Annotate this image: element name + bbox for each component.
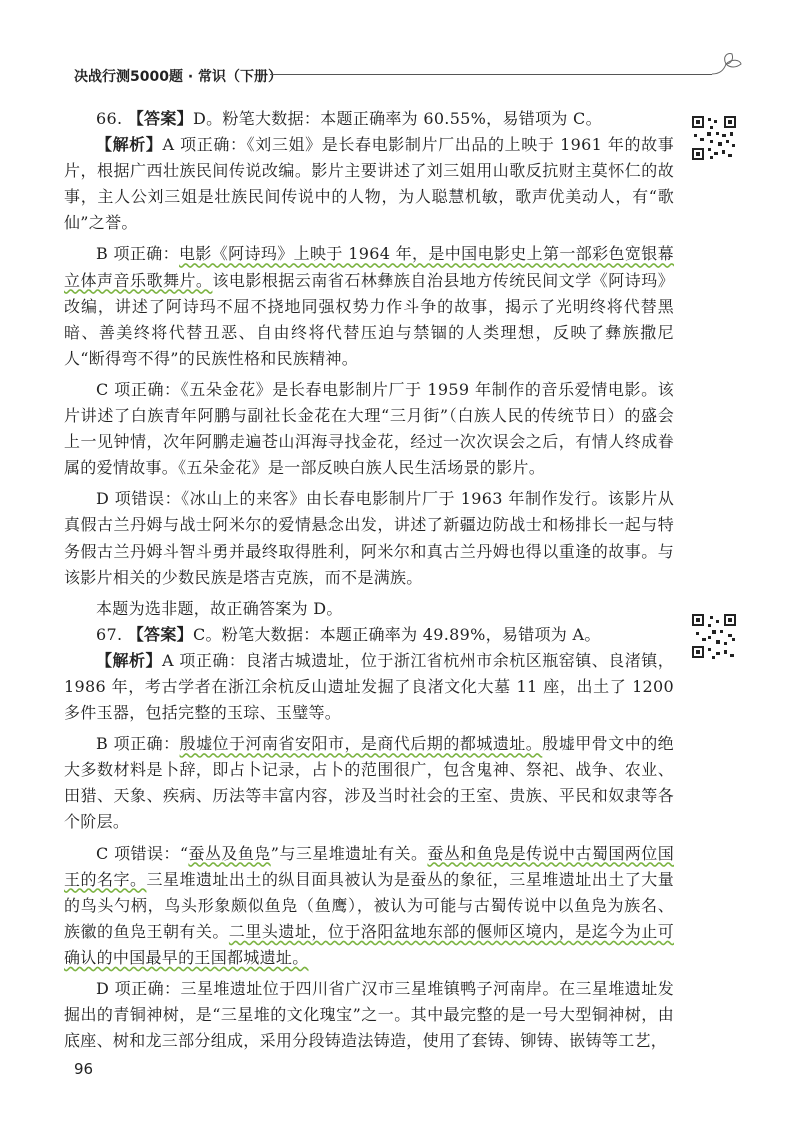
qr-code-icon xyxy=(690,612,738,660)
qr-code-icon xyxy=(690,114,738,162)
header-divider xyxy=(270,74,712,75)
explanation-66-d: D 项错误：《冰山上的来客》由长春电影制片厂于 1963 年制作发行。该影片从真假古兰丹姆与战士阿米尔的爱情悬念出发，讲述了新疆边防战士和杨排长一起与特务假古兰丹姆斗智斗勇并最终取得胜利，阿米尔和真古兰丹姆也得以重逢的故事。与该影片相关的少数民族是塔吉克族，而不是满族。 xyxy=(64,489,674,587)
highlighted-key-point: 二里头遗址，位于洛阳盆地东部的偃师区境内，是迄今为止可确认的中国最早的王国都城遗址。 xyxy=(64,921,674,967)
book-header-title: 决战行测5000题 · 常识（下册） xyxy=(74,69,283,85)
answer-67: 67. 【答案】C。粉笔大数据：本题正确率为 49.89%，易错项为 A。 xyxy=(96,624,601,644)
explanation-66-a: 【解析】A 项正确：《刘三姐》是长春电影制片厂出品的上映于 1961 年的故事片，根据广西壮族民间传说改编。影片主要讲述了刘三姐用山歌反抗财主莫怀仁的故事，主人公刘三姐是壮族民间传说中的人物，为人聪慧机敏，歌声优美动人，有“歌仙”之誉。 xyxy=(64,135,674,233)
answer-explanations xyxy=(64,106,674,1054)
explanation-67-a: 【解析】A 项正确：良渚古城遗址，位于浙江省杭州市余杭区瓶窑镇、良渚镇，1986 年，考古学者在浙江余杭反山遗址发掘了良渚文化大墓 11 座，出土了 1200 多件玉器，包括完整的玉琮、玉璧等。 xyxy=(64,650,675,723)
leaf-icon xyxy=(710,50,744,80)
explanation-66-c: C 项正确：《五朵金花》是长春电影制片厂于 1959 年制作的音乐爱情电影。该片讲述了白族青年阿鹏与副社长金花在大理“三月街”（白族人民的传统节日）的盛会上一见钟情，次年阿鹏走遍苍山洱海寻找金花，经过一次次误会之后，有情人终成眷属的爱情故事。《五朵金花》是一部反映白族人民生活场景的影片。 xyxy=(64,379,674,478)
highlighted-key-point: 蚕丛和鱼凫是传说中古蜀国两位国王的名字。 xyxy=(64,843,674,889)
explanation-67-d: D 项正确：三星堆遗址位于四川省广汉市三星堆镇鸭子河南岸。在三星堆遗址发掘出的青铜神树，是“三星堆的文化瑰宝”之一。其中最完整的是一号大型铜神树，由底座、树和龙三部分组成，采用分段铸造法铸造，使用了套铸、铆铸、嵌铸等工艺， xyxy=(64,979,674,1051)
answer-66: 66. 【答案】D。粉笔大数据：本题正确率为 60.55%，易错项为 C。 xyxy=(96,109,602,128)
explanation-67-b: B 项正确：殷墟位于河南省安阳市，是商代后期的都城遗址。殷墟甲骨文中的绝大多数材料是卜辞，即占卜记录，占卜的范围很广，包含鬼神、祭祀、战争、农业、田猎、天象、疾病、历法等丰富内容，涉及当时社会的王室、贵族、平民和奴隶等各个阶层。 xyxy=(64,734,674,832)
explanation-66-b: B 项正确：电影《阿诗玛》上映于 1964 年，是中国电影史上第一部彩色宽银幕立体声音乐歌舞片。该电影根据云南省石林彝族自治县地方传统民间文学《阿诗玛》改编，讲述了阿诗玛不屈不挠地同强权势力作斗争的故事，揭示了光明终将代替黑暗、善美终将代替丑恶、自由终将代替压迫与禁锢的人类理想，反映了彝族撒尼人“断得弯不得”的民族性格和民族精神。 xyxy=(64,244,675,368)
highlighted-key-point: 电影《阿诗玛》上映于 1964 年，是中国电影史上第一部彩色宽银幕立体声音乐歌舞片。 xyxy=(64,244,674,290)
page-number: 96 xyxy=(74,1060,94,1078)
explanation-67-c: C 项错误：“蚕丛及鱼凫”与三星堆遗址有关。蚕丛和鱼凫是传说中古蜀国两位国王的名字。三星堆遗址出土的纵目面具被认为是蚕丛的象征，三星堆遗址出土了大量的鸟头勺柄，鸟头形象颇似鱼凫（鱼鹰），被认为可能与古蜀传说中以鱼凫为族名、族徽的鱼凫王朝有关。二里头遗址，位于洛阳盆地东部的偃师区境内，是迄今为止可确认的中国最早的王国都城遗址。 xyxy=(64,843,674,967)
conclusion-66: 本题为选非题，故正确答案为 D。 xyxy=(96,598,343,618)
highlighted-key-point: 蚕丛及鱼凫 xyxy=(188,843,271,863)
highlighted-key-point: 殷墟位于河南省安阳市，是商代后期的都城遗址。 xyxy=(179,734,543,754)
